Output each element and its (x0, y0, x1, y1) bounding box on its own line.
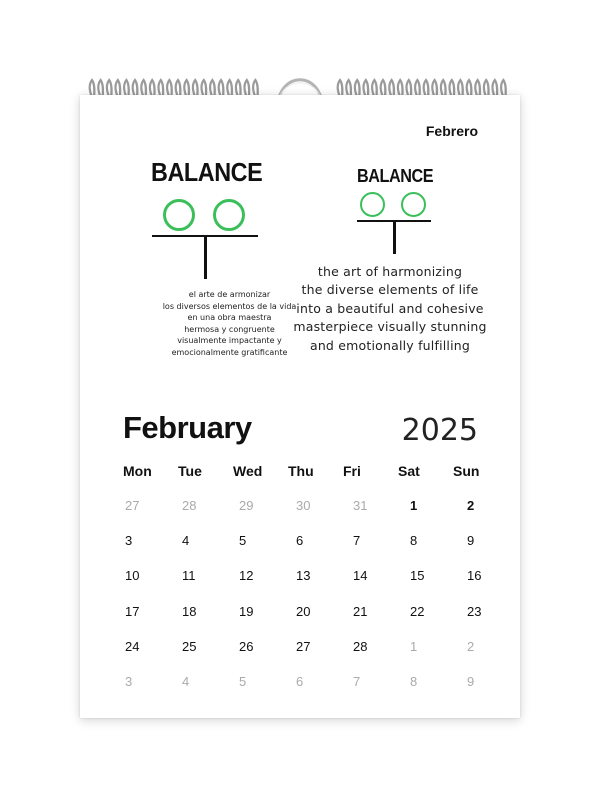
balance-circle-icon (213, 199, 245, 231)
calendar-day: 9 (467, 673, 475, 689)
caption-line: masterpiece visually stunning (293, 319, 487, 335)
balance-title-left: BALANCE (151, 157, 263, 187)
calendar-day: 7 (353, 533, 361, 549)
calendar-day: 17 (125, 603, 140, 619)
calendar-day: 9 (467, 533, 475, 549)
calendar-day: 22 (410, 603, 425, 619)
calendar-day: 3 (125, 533, 133, 549)
month-title: February (123, 410, 252, 445)
calendar-day: 6 (296, 673, 304, 689)
balance-caption-english (290, 263, 490, 355)
balance-stand (393, 220, 396, 254)
calendar-day: 8 (410, 533, 418, 549)
balance-artwork-left (152, 157, 262, 282)
calendar-day: 10 (125, 568, 140, 584)
month-name-spanish: Febrero (425, 123, 478, 139)
calendar-day: 28 (182, 498, 197, 513)
caption-line: the art of harmonizing (317, 264, 463, 279)
calendar-day: 18 (182, 603, 197, 619)
calendar-day: 2 (467, 498, 475, 513)
calendar-day: 28 (353, 638, 368, 654)
caption-line: hermosa y congruente (184, 324, 275, 334)
caption-line: emocionalmente gratificante (171, 347, 288, 357)
calendar-day: 20 (296, 603, 311, 619)
weekday-label: Thu (288, 463, 314, 479)
calendar-day: 30 (296, 498, 311, 513)
calendar-week-row (123, 604, 493, 639)
calendar-day: 15 (410, 568, 425, 584)
caption-line: el arte de armonizar (188, 290, 271, 299)
calendar-week-row (123, 568, 493, 603)
calendar-day: 25 (182, 638, 197, 654)
weekday-label: Sun (453, 463, 480, 479)
calendar-week-row (123, 533, 493, 568)
calendar-day: 13 (296, 568, 311, 584)
calendar-day: 23 (467, 603, 482, 619)
caption-line: and emotionally fulfilling (309, 337, 471, 353)
calendar-day: 3 (125, 673, 133, 689)
calendar-day: 6 (296, 533, 304, 549)
calendar-week-row (123, 674, 493, 709)
caption-line: the diverse elements of life (301, 282, 479, 298)
calendar-day: 4 (182, 673, 190, 689)
calendar-day: 4 (182, 533, 190, 549)
caption-line: visualmente impactante y (177, 336, 282, 346)
calendar-day: 26 (239, 638, 254, 654)
calendar-day: 27 (296, 638, 311, 654)
calendar-day: 7 (353, 673, 361, 689)
weekday-label: Wed (233, 463, 263, 479)
caption-line: into a beautiful and cohesive (296, 300, 484, 316)
balance-circle-icon (401, 192, 426, 217)
weekday-label: Sat (398, 463, 420, 479)
balance-title-right: BALANCE (357, 166, 434, 186)
year-label: 2025 (401, 413, 478, 448)
caption-line: los diversos elementos de la vida (162, 301, 297, 311)
calendar-day: 8 (410, 673, 418, 689)
weekday-label: Tue (178, 463, 202, 479)
balance-artwork-right (357, 166, 437, 256)
calendar-day: 1 (410, 638, 418, 654)
balance-circle-icon (163, 199, 195, 231)
calendar-day: 11 (182, 568, 196, 584)
calendar-grid (123, 463, 493, 709)
calendar-day: 19 (239, 603, 254, 619)
weekday-label: Fri (343, 463, 361, 479)
calendar-day: 1 (410, 498, 418, 513)
calendar-day: 12 (239, 568, 254, 584)
calendar-day: 5 (239, 533, 247, 549)
calendar-week-row (123, 498, 493, 533)
weekday-header-row (123, 463, 493, 498)
balance-circle-icon (360, 192, 385, 217)
calendar-day: 14 (353, 568, 368, 584)
calendar-week-row (123, 639, 493, 674)
calendar-day: 2 (467, 638, 475, 654)
caption-line: en una obra maestra (187, 313, 272, 323)
calendar-day: 31 (353, 498, 368, 513)
calendar-day: 24 (125, 638, 140, 654)
balance-stand (204, 235, 207, 279)
calendar-weeks (123, 498, 493, 709)
calendar-day: 29 (239, 498, 254, 513)
calendar-day: 5 (239, 673, 247, 689)
calendar-day: 16 (467, 568, 482, 584)
calendar-day: 27 (125, 498, 140, 513)
calendar-page (80, 95, 520, 718)
calendar-day: 21 (353, 603, 368, 619)
weekday-label: Mon (123, 463, 152, 479)
